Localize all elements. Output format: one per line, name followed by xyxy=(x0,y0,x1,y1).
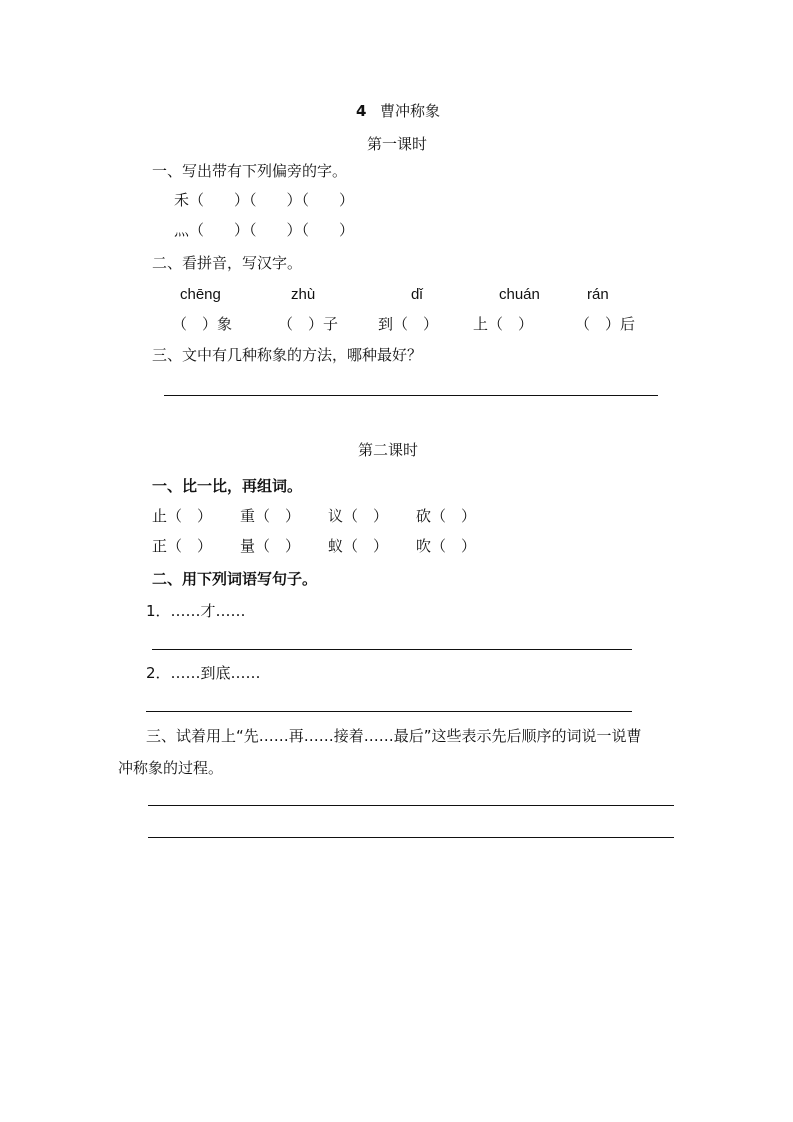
pinyin-ran: rán xyxy=(587,286,609,303)
answer-line xyxy=(148,805,674,806)
pinyin-chuan: chuán xyxy=(499,286,540,303)
word-liang: 量（ ） xyxy=(240,537,301,555)
pinyin-di: dǐ xyxy=(411,286,423,303)
answer-line xyxy=(148,837,674,838)
l2-q2-label: 二、用下列词语写句子。 xyxy=(152,570,318,588)
lesson2-heading: 第二课时 xyxy=(358,441,419,459)
word-zheng: 正（ ） xyxy=(152,537,213,555)
word-zhong: 重（ ） xyxy=(240,507,301,525)
l2-q3-line2: 冲称象的过程。 xyxy=(118,759,224,777)
word-yi: 议（ ） xyxy=(328,507,389,525)
l1-q3-label: 三、文中有几种称象的方法，哪种最好？ xyxy=(152,346,423,364)
sentence-item-1: 1．……才…… xyxy=(146,602,246,620)
pinyin-cheng: chēng xyxy=(180,286,221,303)
sentence-item-2: 2．……到底…… xyxy=(146,664,261,682)
answer-line xyxy=(152,649,632,650)
blank-xiang: （ ）象 xyxy=(172,315,233,333)
blank-hou: （ ）后 xyxy=(575,315,636,333)
blank-shang: 上（ ） xyxy=(473,315,534,333)
word-kan: 砍（ ） xyxy=(416,507,477,525)
l1-q2-label: 二、看拼音，写汉字。 xyxy=(152,254,303,272)
answer-line xyxy=(164,395,658,396)
word-zhi: 止（ ） xyxy=(152,507,213,525)
l2-q3-line1: 三、试着用上“先……再……接着……最后”这些表示先后顺序的词说一说曹 xyxy=(146,727,642,745)
word-yi-ant: 蚁（ ） xyxy=(328,537,389,555)
lesson1-heading: 第一课时 xyxy=(367,135,428,153)
blank-dao: 到（ ） xyxy=(378,315,439,333)
pinyin-zhu: zhù xyxy=(291,286,316,303)
title-number: 4 xyxy=(356,102,367,120)
l2-q1-label: 一、比一比，再组词。 xyxy=(152,477,303,495)
blank-zi: （ ）子 xyxy=(278,315,339,333)
l1-q1-label: 一、写出带有下列偏旁的字。 xyxy=(152,162,348,180)
answer-line xyxy=(146,711,632,712)
word-chui: 吹（ ） xyxy=(416,537,477,555)
l1-q1-row-he: 禾（ ）（ ）（ ） xyxy=(174,191,355,209)
l1-q1-row-huo: 灬（ ）（ ）（ ） xyxy=(174,221,355,239)
page-title: 曹冲称象 xyxy=(380,102,441,120)
